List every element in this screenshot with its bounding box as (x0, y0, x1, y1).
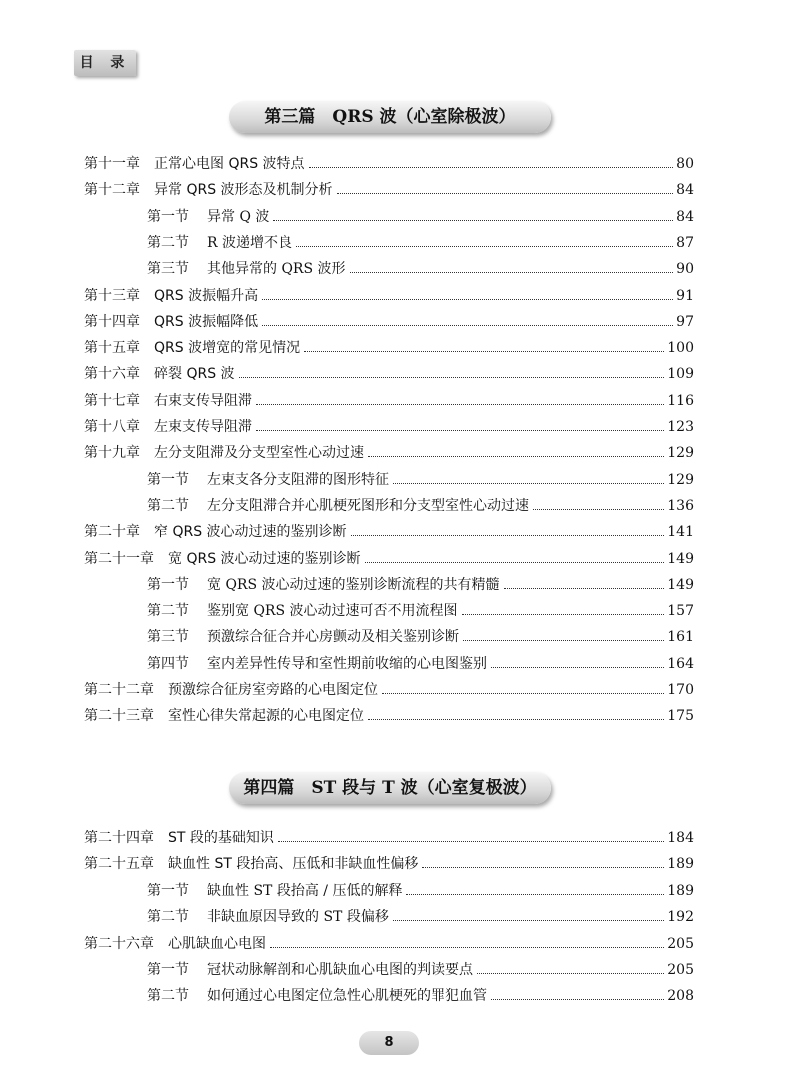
entry-title: 正常心电图 QRS 波特点 (154, 156, 305, 172)
dot-leader (463, 640, 664, 641)
entry-number: 第十八章 (84, 419, 140, 435)
entry-page-number: 189 (667, 856, 694, 873)
toc-section-entry[interactable] (147, 958, 694, 982)
toc-chapter-entry[interactable] (84, 152, 694, 176)
entry-number: 第十一章 (84, 156, 140, 172)
dot-leader (239, 377, 665, 378)
dot-leader (491, 667, 664, 668)
dot-leader (422, 867, 664, 868)
entry-title: 鉴别宽 QRS 波心动过速可否不用流程图 (207, 603, 458, 620)
dot-leader (304, 351, 664, 352)
entry-number: 第一节 (147, 962, 189, 978)
toc-section-entry[interactable] (147, 468, 694, 492)
toc-section-entry[interactable] (147, 573, 694, 597)
entry-title: 室性心律失常起源的心电图定位 (168, 708, 364, 725)
dot-leader (337, 193, 674, 194)
entry-page-number: 149 (667, 550, 694, 567)
dot-leader (270, 947, 664, 948)
toc-chapter-entry[interactable] (84, 852, 694, 876)
dot-leader (393, 483, 664, 484)
part-4-title: 第四篇 ST 段与 T 波（心室复极波） (229, 772, 551, 804)
entry-page-number: 184 (667, 830, 694, 846)
toc-tab-label: 目 录 (74, 50, 136, 76)
entry-title: QRS 波增宽的常见情况 (154, 340, 301, 357)
dot-leader (296, 246, 673, 247)
entry-page-number: 205 (667, 962, 694, 978)
entry-number: 第二十三章 (84, 708, 154, 725)
toc-chapter-entry[interactable] (84, 362, 694, 386)
toc-chapter-entry[interactable] (84, 547, 694, 571)
entry-title: 宽 QRS 波心动过速的鉴别诊断 (168, 550, 361, 567)
entry-title: 缺血性 ST 段抬高、压低和非缺血性偏移 (168, 856, 419, 873)
toc-section-entry[interactable] (147, 652, 694, 676)
entry-page-number: 189 (667, 882, 694, 899)
entry-page-number: 208 (667, 988, 694, 1005)
dot-leader (256, 404, 664, 405)
entry-title: 窄 QRS 波心动过速的鉴别诊断 (154, 524, 347, 541)
toc-section-entry[interactable] (147, 257, 694, 281)
entry-number: 第一节 (147, 882, 189, 899)
toc-chapter-entry[interactable] (84, 310, 694, 334)
entry-page-number: 192 (667, 909, 694, 926)
entry-title: 冠状动脉解剖和心肌缺血心电图的判读要点 (207, 962, 473, 978)
entry-page-number: 80 (676, 156, 694, 172)
entry-title: 宽 QRS 波心动过速的鉴别诊断流程的共有精髓 (207, 576, 500, 593)
entry-number: 第二节 (147, 497, 189, 514)
entry-number: 第二十二章 (84, 682, 154, 698)
entry-number: 第二节 (147, 988, 189, 1005)
entry-page-number: 97 (676, 313, 694, 330)
toc-section-entry[interactable] (147, 905, 694, 929)
entry-number: 第二十六章 (84, 935, 154, 952)
entry-number: 第二节 (147, 909, 189, 926)
entry-title: 其他异常的 QRS 波形 (207, 261, 346, 278)
entry-title: QRS 波振幅降低 (154, 313, 259, 330)
toc-chapter-entry[interactable] (84, 704, 694, 728)
entry-number: 第一节 (147, 576, 189, 593)
entry-title: 右束支传导阻滞 (154, 392, 252, 409)
entry-title: R 波递增不良 (207, 234, 292, 251)
toc-chapter-entry[interactable] (84, 441, 694, 465)
entry-title: 异常 Q 波 (207, 208, 270, 225)
entry-number: 第十三章 (84, 287, 140, 304)
dot-leader (262, 299, 673, 300)
entry-page-number: 91 (676, 287, 694, 304)
toc-chapter-entry[interactable] (84, 520, 694, 544)
dot-leader (309, 167, 674, 168)
dot-leader (491, 999, 664, 1000)
toc-section-entry[interactable] (147, 879, 694, 903)
entry-title: 异常 QRS 波形态及机制分析 (154, 182, 333, 199)
toc-chapter-entry[interactable] (84, 336, 694, 360)
part-3-title: 第三篇 QRS 波（心室除极波） (229, 101, 551, 133)
entry-title: 左束支传导阻滞 (154, 419, 252, 435)
entry-page-number: 87 (676, 234, 694, 251)
entry-title: QRS 波振幅升高 (154, 287, 259, 304)
entry-number: 第三节 (147, 261, 189, 278)
toc-chapter-entry[interactable] (84, 389, 694, 413)
entry-title: 左分支阻滞及分支型室性心动过速 (154, 445, 364, 462)
page-number: 8 (359, 1031, 419, 1055)
dot-leader (365, 562, 665, 563)
toc-section-entry[interactable] (147, 205, 694, 229)
entry-page-number: 205 (667, 935, 694, 952)
entry-page-number: 161 (667, 629, 694, 646)
dot-leader (368, 719, 664, 720)
toc-section-entry[interactable] (147, 494, 694, 518)
entry-number: 第十五章 (84, 340, 140, 357)
entry-number: 第三节 (147, 629, 189, 646)
entry-title: ST 段的基础知识 (168, 830, 274, 846)
entry-number: 第十九章 (84, 445, 140, 462)
entry-number: 第二节 (147, 234, 189, 251)
entry-page-number: 149 (667, 576, 694, 593)
entry-page-number: 164 (667, 655, 694, 672)
toc-chapter-entry[interactable] (84, 826, 694, 850)
entry-title: 非缺血原因导致的 ST 段偏移 (207, 909, 389, 926)
entry-number: 第二十章 (84, 524, 140, 541)
dot-leader (406, 894, 664, 895)
entry-page-number: 116 (667, 392, 694, 409)
entry-page-number: 175 (667, 708, 694, 725)
entry-page-number: 109 (667, 366, 694, 383)
toc-chapter-entry[interactable] (84, 678, 694, 702)
dot-leader (382, 693, 664, 694)
entry-page-number: 90 (676, 261, 694, 278)
toc-section-entry[interactable] (147, 984, 694, 1008)
entry-page-number: 170 (667, 682, 694, 698)
entry-number: 第一节 (147, 208, 189, 225)
dot-leader (262, 325, 673, 326)
entry-number: 第十二章 (84, 182, 140, 199)
entry-page-number: 136 (667, 497, 694, 514)
dot-leader (273, 220, 673, 221)
entry-page-number: 157 (667, 603, 694, 620)
entry-number: 第一节 (147, 471, 189, 488)
entry-title: 碎裂 QRS 波 (154, 366, 235, 383)
entry-page-number: 123 (667, 419, 694, 435)
entry-number: 第二十五章 (84, 856, 154, 873)
dot-leader (477, 973, 664, 974)
entry-number: 第十四章 (84, 313, 140, 330)
entry-title: 预激综合征房室旁路的心电图定位 (168, 682, 378, 698)
dot-leader (393, 920, 664, 921)
entry-number: 第十六章 (84, 366, 140, 383)
toc-chapter-entry[interactable] (84, 178, 694, 202)
entry-page-number: 84 (676, 208, 694, 225)
entry-title: 室内差异性传导和室性期前收缩的心电图鉴别 (207, 655, 487, 672)
toc-section-entry[interactable] (147, 599, 694, 623)
dot-leader (256, 430, 664, 431)
entry-title: 预激综合征合并心房颤动及相关鉴别诊断 (207, 629, 459, 646)
dot-leader (504, 588, 665, 589)
entry-title: 左分支阻滞合并心肌梗死图形和分支型室性心动过速 (207, 497, 529, 514)
entry-number: 第二节 (147, 603, 189, 620)
dot-leader (533, 509, 664, 510)
toc-section-entry[interactable] (147, 625, 694, 649)
entry-number: 第十七章 (84, 392, 140, 409)
toc-chapter-entry[interactable] (84, 284, 694, 308)
entry-page-number: 129 (667, 445, 694, 462)
entry-page-number: 129 (667, 471, 694, 488)
entry-title: 如何通过心电图定位急性心肌梗死的罪犯血管 (207, 988, 487, 1005)
entry-title: 缺血性 ST 段抬高 / 压低的解释 (207, 882, 403, 899)
entry-number: 第二十四章 (84, 830, 154, 846)
entry-page-number: 100 (667, 340, 694, 357)
dot-leader (351, 535, 665, 536)
dot-leader (278, 841, 664, 842)
dot-leader (368, 456, 664, 457)
entry-page-number: 84 (676, 182, 694, 199)
toc-chapter-entry[interactable] (84, 415, 694, 439)
entry-number: 第四节 (147, 655, 189, 672)
entry-title: 心肌缺血心电图 (168, 935, 266, 952)
dot-leader (462, 614, 665, 615)
dot-leader (350, 272, 674, 273)
entry-number: 第二十一章 (84, 550, 154, 567)
entry-title: 左束支各分支阻滞的图形特征 (207, 471, 389, 488)
entry-page-number: 141 (667, 524, 694, 541)
toc-section-entry[interactable] (147, 231, 694, 255)
toc-chapter-entry[interactable] (84, 932, 694, 956)
